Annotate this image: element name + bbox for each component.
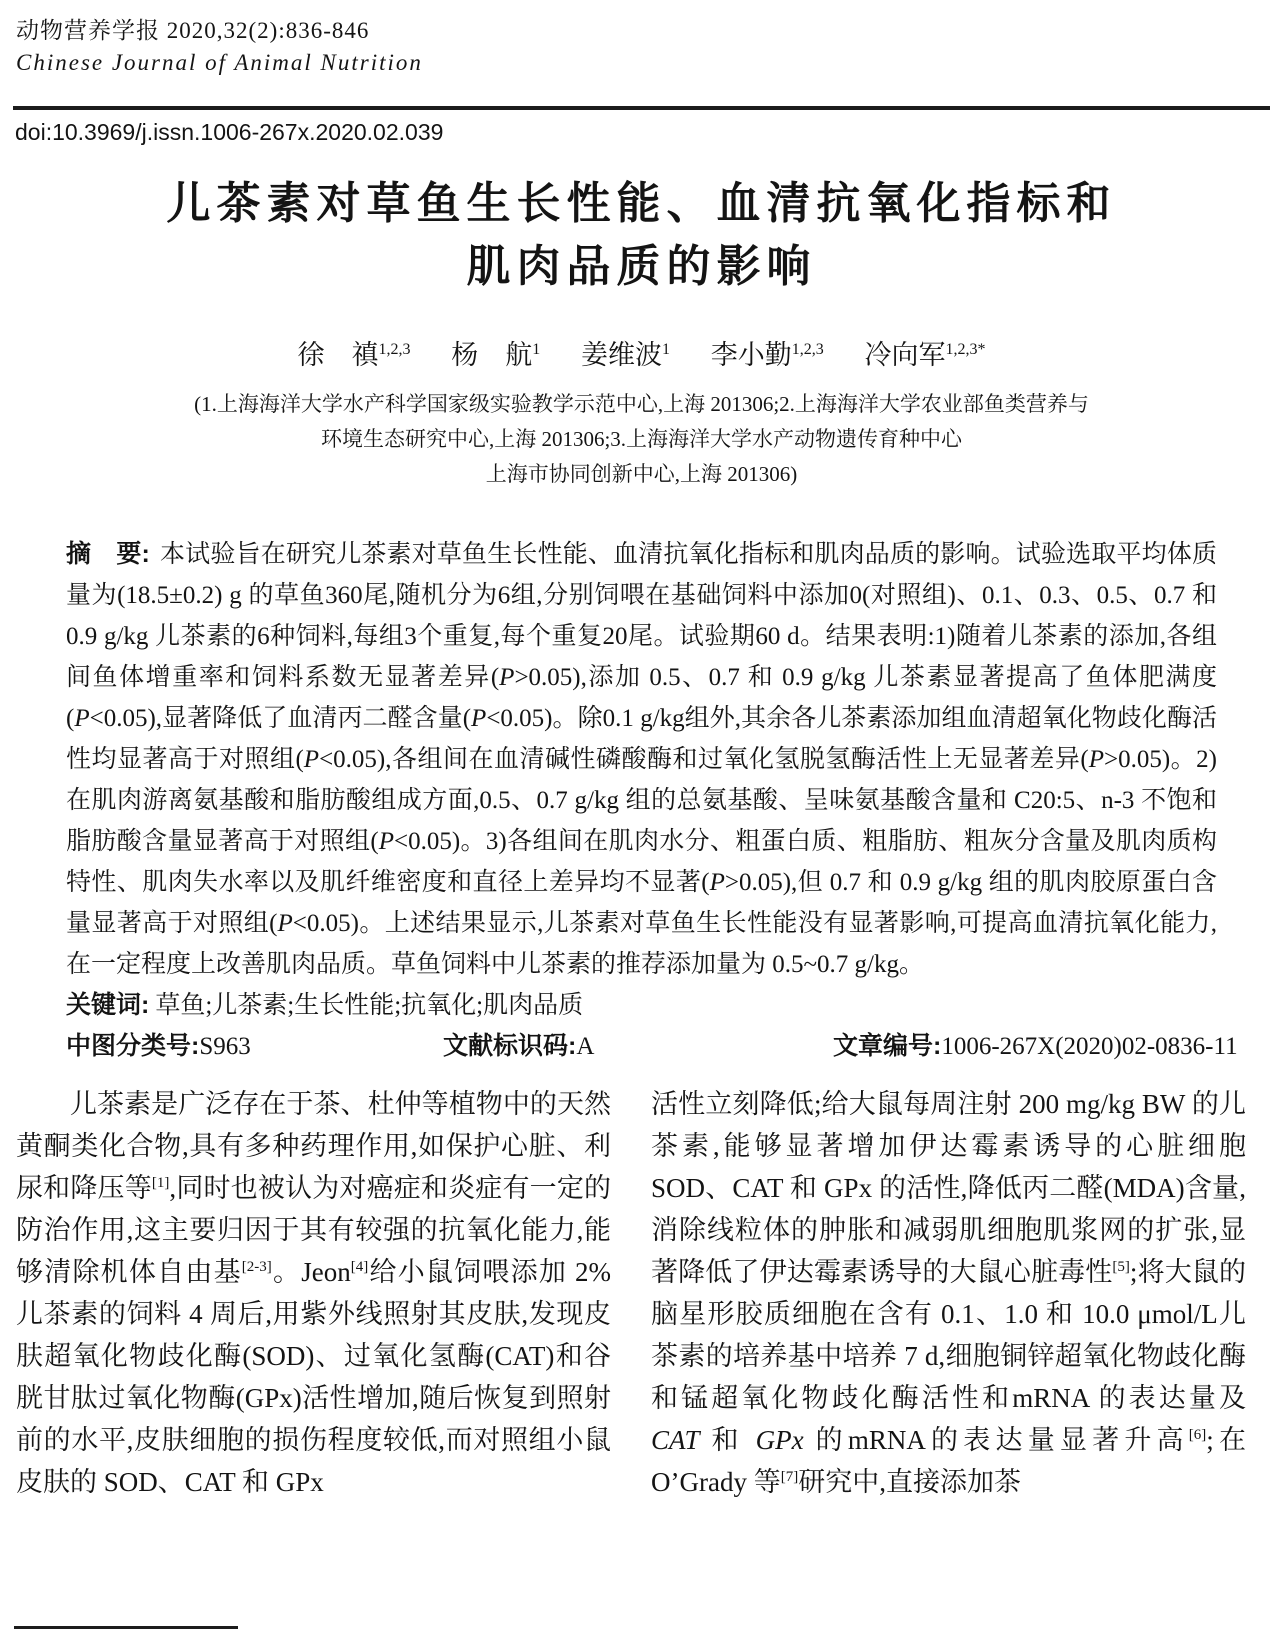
body-column-left <box>16 1083 611 1503</box>
author-affiliation-superscript: 1,2,3 <box>378 341 411 358</box>
document-code-label: 文献标识码: <box>443 1032 577 1060</box>
affiliations <box>0 387 1283 492</box>
author-name: 冷向军 <box>864 340 946 370</box>
document-code-value: A <box>576 1033 595 1060</box>
journal-header <box>0 0 1283 78</box>
author <box>711 340 824 370</box>
affiliation-line: 上海市协同创新中心,上海 201306) <box>485 462 798 486</box>
author-name: 李小勤 <box>710 340 792 370</box>
author-affiliation-superscript: 1 <box>662 341 670 358</box>
article-title-line-1: 儿茶素对草鱼生长性能、血清抗氧化指标和 <box>166 179 1117 228</box>
article-id-value: 1006-267X(2020)02-0836-11 <box>941 1033 1238 1060</box>
article-id <box>833 1026 1238 1067</box>
meta-line <box>66 1026 1238 1067</box>
keywords-text: 草鱼;儿茶素;生长性能;抗氧化;肌肉品质 <box>155 992 584 1019</box>
clc-value: S963 <box>199 1033 251 1060</box>
clc-number <box>66 1026 443 1067</box>
author <box>581 340 670 370</box>
journal-title-en: Chinese Journal of Animal Nutrition <box>16 50 423 75</box>
body-column-right <box>651 1083 1246 1503</box>
author-name: 杨 航 <box>451 340 533 370</box>
document-code <box>443 1026 833 1067</box>
abstract-section <box>66 534 1217 985</box>
abstract-label: 摘 要: <box>66 540 150 568</box>
footnote-divider <box>14 1626 238 1629</box>
article-title-line-2: 肌肉品质的影响 <box>466 242 817 291</box>
article-id-label: 文章编号: <box>833 1032 942 1060</box>
clc-label: 中图分类号: <box>66 1032 200 1060</box>
author <box>451 340 540 370</box>
author <box>865 340 986 370</box>
author-name: 徐 禛 <box>297 340 379 370</box>
keywords-line <box>66 985 1217 1026</box>
body-paragraph-right: 活性立刻降低;给大鼠每周注射 200 mg/kg BW 的儿茶素,能够显著增加伊达霉素诱导的心脏细胞SOD、CAT 和 GPx 的活性,降低丙二醛(MDA)含量,消除线粒体的肿胀和减弱肌细胞肌浆网的扩张,显著降低了伊达霉素诱导的大鼠心脏毒性[5];将大鼠的脑星形胶质细胞在含有 0.1、1.0 和 10.0 μmol/L儿茶素的培养基中培养 7 d,细胞铜锌超氧化物歧化酶和锰超氧化物歧化酶活性和mRNA 的表达量及 CAT 和 GPx 的mRNA的表达量显著升高[6];在 O’Grady 等[7]研究中,直接添加茶 <box>651 1089 1246 1497</box>
article-title <box>40 172 1243 298</box>
author-name: 姜维波 <box>581 340 662 370</box>
author-affiliation-superscript: 1 <box>532 341 541 358</box>
body-columns <box>16 1083 1267 1503</box>
header-divider <box>13 106 1270 110</box>
abstract-text: 本试验旨在研究儿茶素对草鱼生长性能、血清抗氧化指标和肌肉品质的影响。试验选取平均体质量为(18.5±0.2) g 的草鱼360尾,随机分为6组,分别饲喂在基础饲料中添加0(对照组)、0.1、0.3、0.5、0.7 和 0.9 g/kg 儿茶素的6种饲料,每组3个重复,每个重复20尾。试验期60 d。结果表明:1)随着儿茶素的添加,各组间鱼体增重率和饲料系数无显著差异(P>0.05),添加 0.5、0.7 和 0.9 g/kg 儿茶素显著提高了鱼体肥满度(P<0.05),显著降低了血清丙二醛含量(P<0.05)。除0.1 g/kg组外,其余各儿茶素添加组血清超氧化物歧化酶活性均显著高于对照组(P<0.05),各组间在血清碱性磷酸酶和过氧化氢脱氢酶活性上无显著差异(P>0.05)。2)在肌肉游离氨基酸和脂肪酸组成方面,0.5、0.7 g/kg 组的总氨基酸、呈味氨基酸含量和 C20:5、n-3 不饱和脂肪酸含量显著高于对照组(P<0.05)。3)各组间在肌肉水分、粗蛋白质、粗脂肪、粗灰分含量及肌肉质构特性、肌肉失水率以及肌纤维密度和直径上差异均不显著(P>0.05),但 0.7 和 0.9 g/kg 组的肌肉胶原蛋白含量显著高于对照组(P<0.05)。上述结果显示,儿茶素对草鱼生长性能没有显著影响,可提高血清抗氧化能力,在一定程度上改善肌肉品质。草鱼饲料中儿茶素的推荐添加量为 0.5~0.7 g/kg。 <box>66 541 1218 978</box>
authors-row <box>0 332 1283 373</box>
author <box>298 340 411 370</box>
doi-line: doi:10.3969/j.issn.1006-267x.2020.02.039 <box>15 119 444 145</box>
author-affiliation-superscript: 1,2,3* <box>945 341 986 358</box>
keywords-label: 关键词: <box>66 991 150 1019</box>
author-affiliation-superscript: 1,2,3 <box>791 341 824 358</box>
body-paragraph-left: 儿茶素是广泛存在于茶、杜仲等植物中的天然黄酮类化合物,具有多种药理作用,如保护心脏、利尿和降压等[1],同时也被认为对癌症和炎症有一定的防治作用,这主要归因于其有较强的抗氧化能力,能够清除机体自由基[2-3]。Jeon[4]给小鼠饲喂添加 2%儿茶素的饲料 4 周后,用紫外线照射其皮肤,发现皮肤超氧化物歧化酶(SOD)、过氧化氢酶(CAT)和谷胱甘肽过氧化物酶(GPx)活性增加,随后恢复到照射前的水平,皮肤细胞的损伤程度较低,而对照组小鼠皮肤的 SOD、CAT 和 GPx <box>16 1089 612 1497</box>
affiliation-line: (1.上海海洋大学水产科学国家级实验教学示范中心,上海 201306;2.上海海洋大学农业部鱼类营养与 <box>194 392 1089 416</box>
journal-title-cn: 动物营养学报 2020,32(2):836-846 <box>16 18 370 43</box>
affiliation-line: 环境生态研究中心,上海 201306;3.上海海洋大学水产动物遗传育种中心 <box>320 427 963 451</box>
